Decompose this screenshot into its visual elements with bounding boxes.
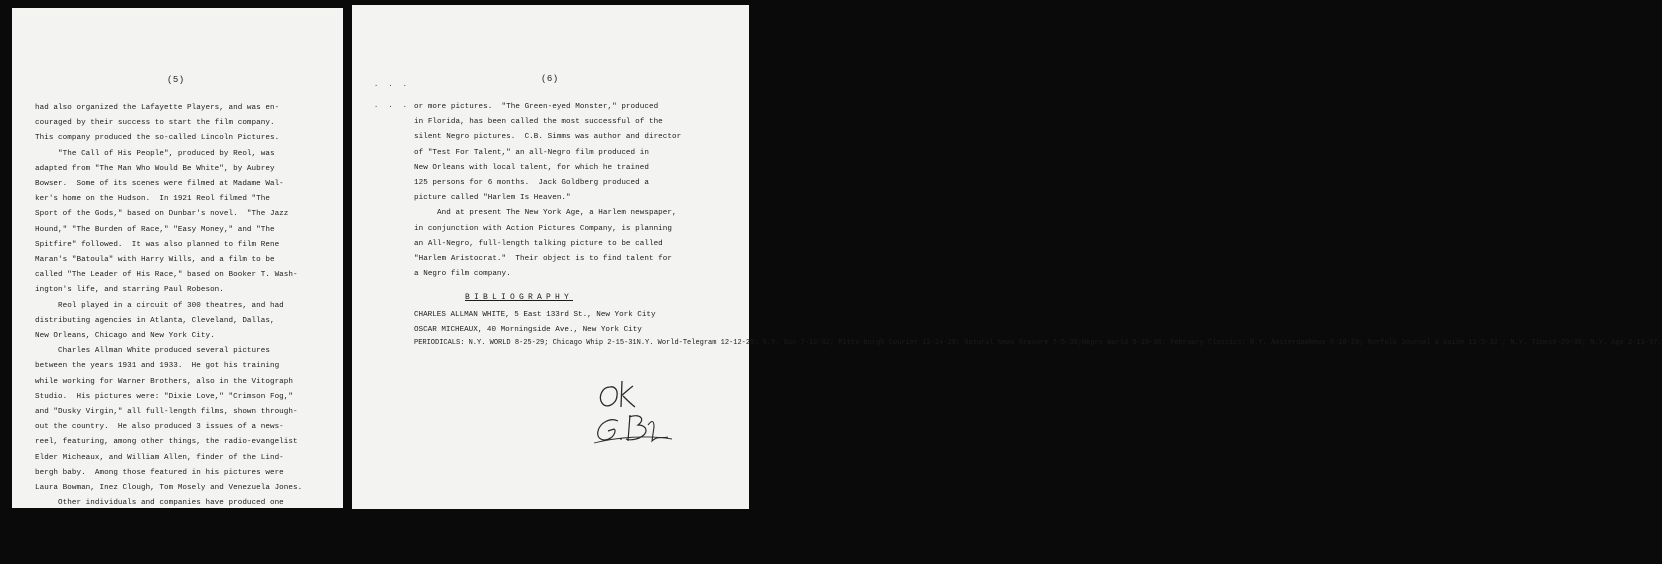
text-line: And at present The New York Age, a Harlem newspaper, [414,209,677,218]
text-line: Laura Bowman, Inez Clough, Tom Mosely and Venezuela Jones. [35,484,303,493]
text-line: an All-Negro, full-length talking picture to be called [414,239,663,248]
text-line: picture called "Harlem Is Heaven." [414,194,571,203]
text-line: ington's life, and starring Paul Robeson. [35,286,224,295]
text-line: N.Y. World-Telegram 12-12-29; N.Y. Sun 7-12-32; Pitts- [636,339,864,347]
text-line: Maran's "Batoula" with Harry Wills, and a film to be [35,256,275,265]
right-page-body-text [414,100,681,282]
text-line: in conjunction with Action Pictures Company, is planning [414,224,672,233]
text-line: Studio. His pictures were: "Dixie Love," "Crimson Fog," [35,392,293,401]
text-line: 125 persons for 6 months. Jack Goldberg produced a [414,179,649,188]
right-document-page [352,5,1662,509]
text-line: Sport of the Gods," based on Dunbar's novel. "The Jazz [35,210,289,219]
text-line: "The Call of His People", produced by Reol, was [35,149,275,158]
text-line: between the years 1931 and 1933. He got his training [35,362,280,371]
text-line: couraged by their success to start the film company. [35,119,275,128]
text-line: had also organized the Lafayette Players, and was en- [35,104,280,112]
periodicals-list [414,339,1662,348]
text-line: Hound," "The Burden of Race," "Easy Money," and "The [35,225,275,234]
text-line: out the country. He also produced 3 issues of a news- [35,423,284,432]
text-line: Spitfire" followed. It was also planned to film Rene [35,240,280,249]
text-line: bergh baby. Among those featured in his pictures were [35,468,284,477]
left-page-body-text [35,101,302,511]
left-document-page [12,8,343,508]
text-line: silent Negro pictures. C.B. Simms was author and director [414,133,682,142]
handwritten-signature-image [588,377,708,457]
text-line: "Harlem Aristocrat." Their object is to find talent for [414,255,672,264]
text-line: burgh Courier 12-14-29; Natural News Gravure 7-5-30; [863,339,1082,347]
corner-mark-line: . . . [374,81,411,89]
text-line: News 9-18-29; Norfolk Journal & Guide 11-5-32 ; N.Y. Times [1308,339,1553,347]
corner-mark-line: . . . [374,102,411,110]
text-line: reel, featuring, among other things, the radio-evangelist [35,438,298,447]
text-line: ker's home on the Hudson. In 1921 Reol filmed "The [35,195,270,204]
text-line: PERIODICALS: N.Y. WORLD 8-25-29; Chicago Whip 2-15-31 [414,339,637,347]
bibliography-title: BIBLIOGRAPHY [465,293,574,302]
page-number: (5) [167,75,185,85]
text-line: while working for Warner Brothers, also in the Vitograph [35,377,293,386]
text-line: called "The Leader of His Race," based on Booker T. Wash- [35,271,298,280]
text-line: 6-20-30; N.Y. Age 2-13-37. [1552,339,1662,347]
page-number: (6) [541,74,559,84]
corner-marks [374,68,410,124]
text-line: Elder Micheaux, and William Allen, finder of the Lind- [35,453,284,462]
text-line: a Negro film company. [414,270,511,279]
text-line: distributing agencies in Atlanta, Cleveland, Dallas, [35,316,275,325]
text-line: Reol played in a circuit of 300 theatres, and had [35,301,284,310]
text-line: or more pictures. "The Green-eyed Monster," produced [414,103,659,111]
text-line: This company produced the so-called Lincoln Pictures. [35,134,280,143]
text-line: Charles Allman White produced several pictures [35,347,270,356]
text-line: Negro World 5-10-30; February Classics; N.Y. Amsterdam [1081,339,1309,347]
text-line: adapted from "The Man Who Would Be White", by Aubrey [35,164,275,173]
text-line: and "Dusky Virgin," all full-length films, shown through- [35,408,298,417]
text-line: New Orleans with local talent, for which he trained [414,163,649,172]
text-line: of "Test For Talent," an all-Negro film produced in [414,148,649,157]
bibliography-entry: OSCAR MICHEAUX, 40 Morningside Ave., New York City [414,326,642,334]
text-line: Bowser. Some of its scenes were filmed at Madame Wal- [35,180,284,189]
bibliography-entry: CHARLES ALLMAN WHITE, 5 East 133rd St., New York City [414,311,656,319]
text-line: Other individuals and companies have produced one [35,499,284,508]
text-line: New Orleans, Chicago and New York City. [35,332,215,341]
text-line: in Florida, has been called the most successful of the [414,118,663,127]
